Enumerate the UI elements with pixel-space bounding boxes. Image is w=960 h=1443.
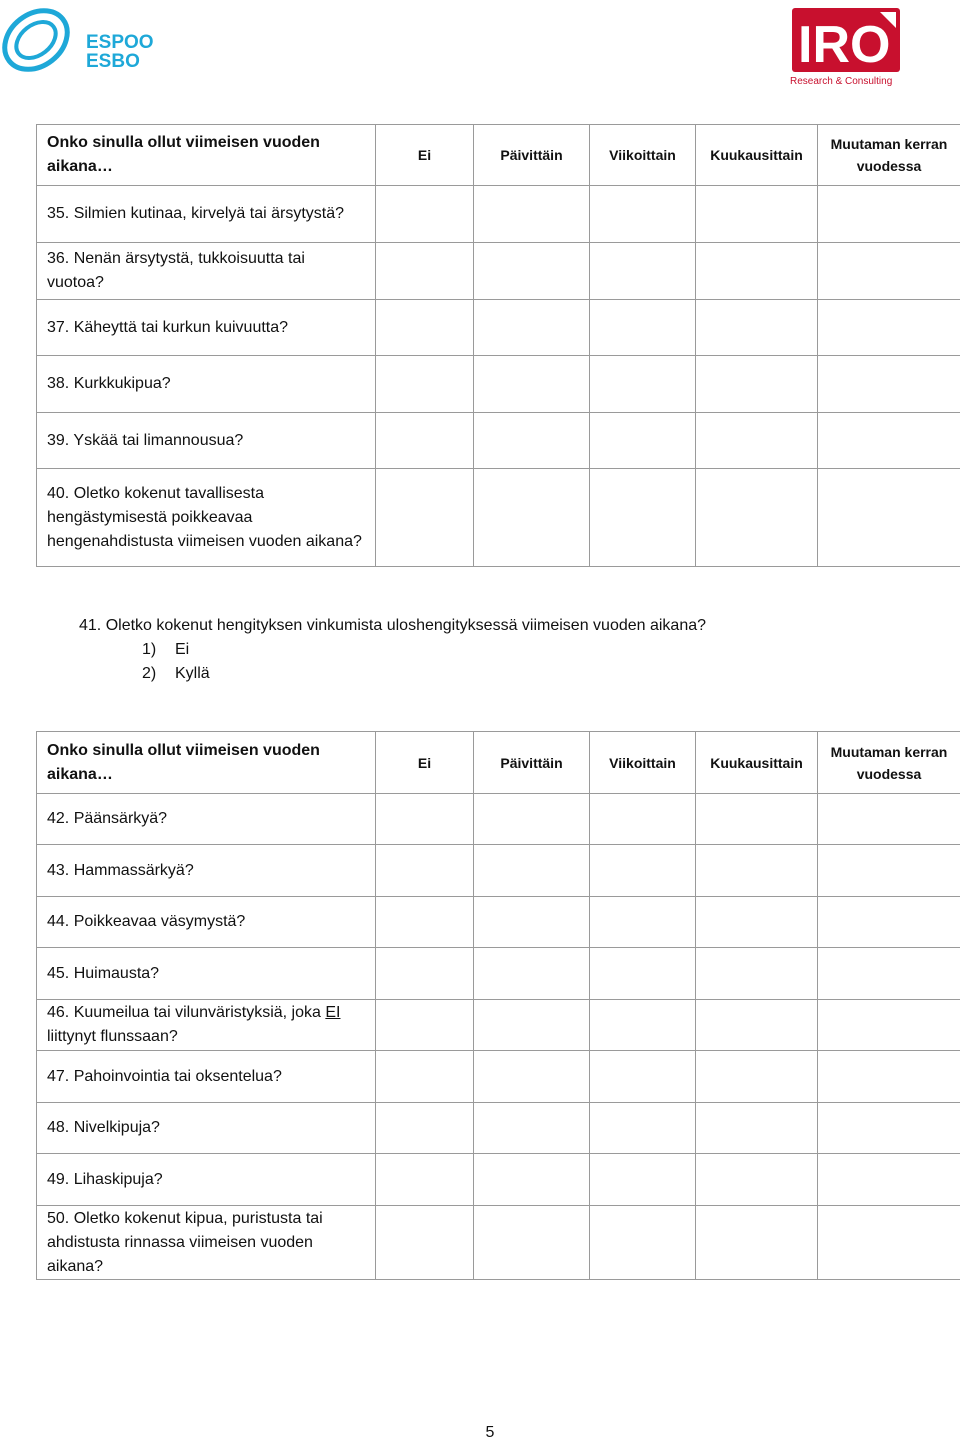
option-ei[interactable] xyxy=(142,638,210,662)
answer-cell[interactable] xyxy=(696,356,818,413)
answer-cell[interactable] xyxy=(696,1154,818,1206)
answer-cell[interactable] xyxy=(696,1000,818,1051)
table-header-row xyxy=(37,125,960,186)
question-43: 43. Hammassärkyä? xyxy=(37,845,376,897)
answer-cell[interactable] xyxy=(696,948,818,1000)
answer-cell[interactable] xyxy=(818,1206,960,1280)
answer-cell[interactable] xyxy=(590,356,696,413)
question-48: 48. Nivelkipuja? xyxy=(37,1103,376,1154)
answer-cell[interactable] xyxy=(474,897,590,948)
answer-cell[interactable] xyxy=(474,948,590,1000)
question-41-options xyxy=(142,638,210,686)
option-number: 1) xyxy=(142,641,157,658)
answer-cell[interactable] xyxy=(696,1206,818,1280)
answer-cell[interactable] xyxy=(818,948,960,1000)
header-option-viikoittain: Viikoittain xyxy=(590,732,696,794)
answer-cell[interactable] xyxy=(818,300,960,356)
table-row xyxy=(37,186,960,243)
table-row xyxy=(37,794,960,845)
question-35: 35. Silmien kutinaa, kirvelyä tai ärsytystä? xyxy=(37,186,376,243)
answer-cell[interactable] xyxy=(696,186,818,243)
answer-cell[interactable] xyxy=(818,794,960,845)
answer-cell[interactable] xyxy=(696,897,818,948)
answer-cell[interactable] xyxy=(376,300,474,356)
symptom-table-2 xyxy=(36,731,960,1280)
answer-cell[interactable] xyxy=(818,243,960,300)
answer-cell[interactable] xyxy=(590,1206,696,1280)
answer-cell[interactable] xyxy=(590,897,696,948)
question-47: 47. Pahoinvointia tai oksentelua? xyxy=(37,1051,376,1103)
table-row xyxy=(37,948,960,1000)
answer-cell[interactable] xyxy=(590,186,696,243)
header-option-muutaman: Muutaman kerran vuodessa xyxy=(818,125,960,186)
header-option-viikoittain: Viikoittain xyxy=(590,125,696,186)
answer-cell[interactable] xyxy=(590,1154,696,1206)
table-row xyxy=(37,243,960,300)
question-37: 37. Käheyttä tai kurkun kuivuutta? xyxy=(37,300,376,356)
answer-cell[interactable] xyxy=(376,186,474,243)
answer-cell[interactable] xyxy=(474,1000,590,1051)
table-row xyxy=(37,1103,960,1154)
answer-cell[interactable] xyxy=(818,1154,960,1206)
table-row xyxy=(37,300,960,356)
question-42: 42. Päänsärkyä? xyxy=(37,794,376,845)
answer-cell[interactable] xyxy=(696,243,818,300)
iro-logo-box xyxy=(792,8,900,72)
answer-cell[interactable] xyxy=(696,794,818,845)
answer-cell[interactable] xyxy=(818,1000,960,1051)
question-44: 44. Poikkeavaa väsymystä? xyxy=(37,897,376,948)
answer-cell[interactable] xyxy=(696,845,818,897)
answer-cell[interactable] xyxy=(590,300,696,356)
iro-logo-text: IRO xyxy=(798,16,891,72)
answer-cell[interactable] xyxy=(376,897,474,948)
answer-cell[interactable] xyxy=(818,1051,960,1103)
answer-cell[interactable] xyxy=(376,356,474,413)
header-option-muutaman: Muutaman kerran vuodessa xyxy=(818,732,960,794)
table-row xyxy=(37,1051,960,1103)
answer-cell[interactable] xyxy=(376,1103,474,1154)
answer-cell[interactable] xyxy=(696,469,818,567)
option-label: Kyllä xyxy=(175,665,210,682)
answer-cell[interactable] xyxy=(818,897,960,948)
header-option-ei: Ei xyxy=(376,125,474,186)
espoo-swirl-icon xyxy=(0,0,160,82)
answer-cell[interactable] xyxy=(696,300,818,356)
answer-cell[interactable] xyxy=(474,300,590,356)
question-40: 40. Oletko kokenut tavallisesta hengästymisestä poikkeavaa hengenahdistusta viimeisen vuoden aikana? xyxy=(37,469,376,567)
table-header-row xyxy=(37,732,960,794)
header-option-paivittain: Päivittäin xyxy=(474,732,590,794)
answer-cell[interactable] xyxy=(376,794,474,845)
answer-cell[interactable] xyxy=(696,1103,818,1154)
header-option-ei: Ei xyxy=(376,732,474,794)
answer-cell[interactable] xyxy=(474,1154,590,1206)
iro-tagline: Research & Consulting xyxy=(790,76,893,87)
answer-cell[interactable] xyxy=(376,243,474,300)
answer-cell[interactable] xyxy=(474,794,590,845)
answer-cell[interactable] xyxy=(590,1103,696,1154)
option-label: Ei xyxy=(175,641,190,658)
answer-cell[interactable] xyxy=(474,186,590,243)
answer-cell[interactable] xyxy=(590,794,696,845)
answer-cell[interactable] xyxy=(590,948,696,1000)
espoo-logo-text: ESPOO xyxy=(86,32,154,53)
esbo-logo-text: ESBO xyxy=(86,51,140,72)
espoo-logo xyxy=(0,0,160,82)
answer-cell[interactable] xyxy=(590,469,696,567)
question-46-emphasis: EI xyxy=(325,1004,341,1021)
question-46-suffix: liittynyt flunssaan? xyxy=(47,1028,178,1045)
answer-cell[interactable] xyxy=(376,845,474,897)
answer-cell[interactable] xyxy=(376,413,474,469)
option-kylla[interactable] xyxy=(142,662,210,686)
table-row xyxy=(37,897,960,948)
answer-cell[interactable] xyxy=(590,845,696,897)
answer-cell[interactable] xyxy=(696,1051,818,1103)
answer-cell[interactable] xyxy=(376,1154,474,1206)
answer-cell[interactable] xyxy=(818,469,960,567)
question-49: 49. Lihaskipuja? xyxy=(37,1154,376,1206)
header-option-kuukausittain: Kuukausittain xyxy=(696,732,818,794)
answer-cell[interactable] xyxy=(474,413,590,469)
header-option-paivittain: Päivittäin xyxy=(474,125,590,186)
table-row xyxy=(37,356,960,413)
table-row xyxy=(37,413,960,469)
answer-cell[interactable] xyxy=(474,845,590,897)
answer-cell[interactable] xyxy=(818,186,960,243)
iro-logo xyxy=(790,6,902,90)
option-number: 2) xyxy=(142,665,157,682)
answer-cell[interactable] xyxy=(474,1103,590,1154)
header-question: Onko sinulla ollut viimeisen vuoden aikana… xyxy=(37,732,376,794)
answer-cell[interactable] xyxy=(590,413,696,469)
answer-cell[interactable] xyxy=(696,413,818,469)
answer-cell[interactable] xyxy=(818,356,960,413)
question-39: 39. Yskää tai limannousua? xyxy=(37,413,376,469)
answer-cell[interactable] xyxy=(474,356,590,413)
header-question: Onko sinulla ollut viimeisen vuoden aikana… xyxy=(37,125,376,186)
iro-mark-icon xyxy=(792,8,900,72)
answer-cell[interactable] xyxy=(818,845,960,897)
symptom-table-1 xyxy=(36,124,960,567)
question-46 xyxy=(37,1000,376,1051)
table-row xyxy=(37,469,960,567)
question-46-prefix: 46. Kuumeilua tai vilunväristyksiä, joka xyxy=(47,1004,326,1021)
answer-cell[interactable] xyxy=(376,469,474,567)
table-row xyxy=(37,1154,960,1206)
header-option-kuukausittain: Kuukausittain xyxy=(696,125,818,186)
answer-cell[interactable] xyxy=(818,413,960,469)
page-number: 5 xyxy=(485,1424,495,1441)
answer-cell[interactable] xyxy=(474,469,590,567)
answer-cell[interactable] xyxy=(376,1206,474,1280)
answer-cell[interactable] xyxy=(376,1051,474,1103)
answer-cell[interactable] xyxy=(376,1000,474,1051)
question-50: 50. Oletko kokenut kipua, puristusta tai ahdistusta rinnassa viimeisen vuoden aikana? xyxy=(37,1206,376,1280)
answer-cell[interactable] xyxy=(818,1103,960,1154)
answer-cell[interactable] xyxy=(474,243,590,300)
question-36: 36. Nenän ärsytystä, tukkoisuutta tai vuotoa? xyxy=(37,243,376,300)
answer-cell[interactable] xyxy=(474,1206,590,1280)
answer-cell[interactable] xyxy=(474,1051,590,1103)
table-row xyxy=(37,1000,960,1051)
question-38: 38. Kurkkukipua? xyxy=(37,356,376,413)
table-row xyxy=(37,845,960,897)
answer-cell[interactable] xyxy=(590,1051,696,1103)
question-45: 45. Huimausta? xyxy=(37,948,376,1000)
answer-cell[interactable] xyxy=(590,1000,696,1051)
table-row xyxy=(37,1206,960,1280)
answer-cell[interactable] xyxy=(376,948,474,1000)
answer-cell[interactable] xyxy=(590,243,696,300)
question-41: 41. Oletko kokenut hengityksen vinkumista uloshengityksessä viimeisen vuoden aikana? xyxy=(79,617,707,634)
